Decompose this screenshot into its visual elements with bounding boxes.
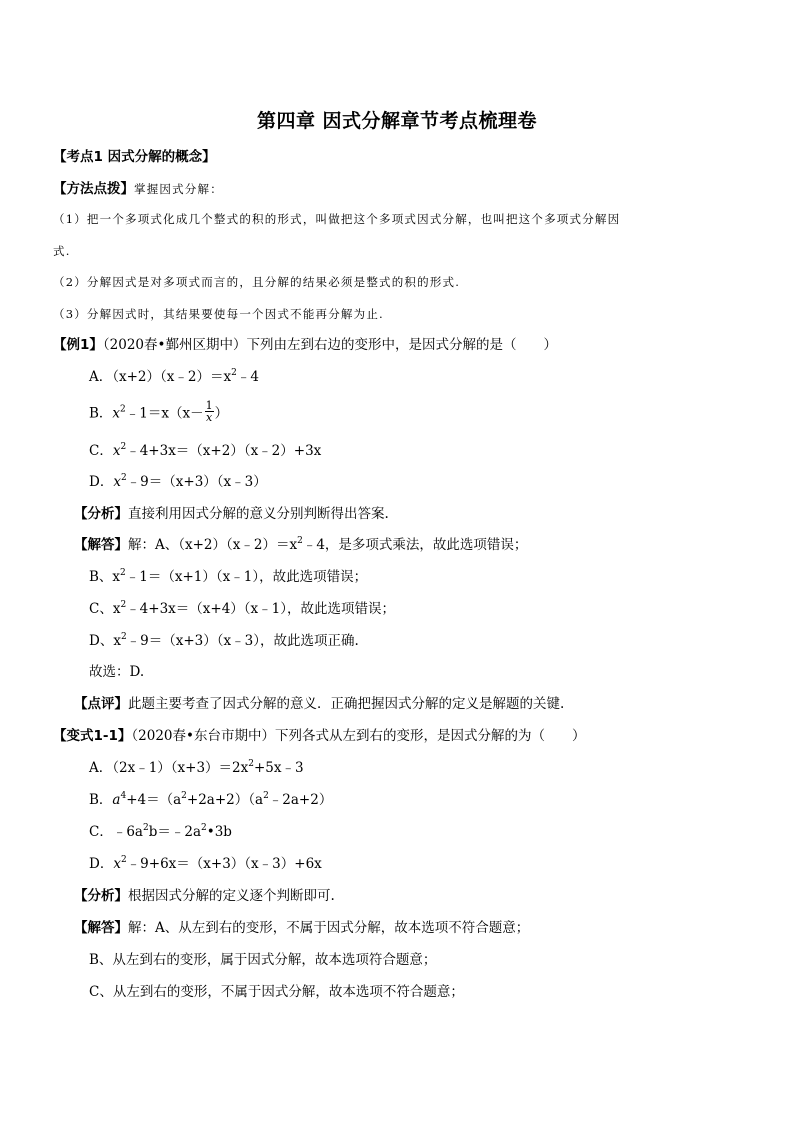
variant-1-1-answer-a: 【解答】解：A、从左到右的变形，不属于因式分解，故本选项不符合题意； [74, 920, 530, 936]
variant-1-1-stem: 【变式1-1】（2020春•东台市期中）下列各式从左到右的变形，是因式分解的为（ ） [53, 728, 586, 744]
variant-1-1-option-d: D．$x^2﹣9+6x=(x+3)(x﹣3)+6x$ [89, 855, 322, 872]
variant-1-1-option-b: B．$a^4+4=(a^2+2a+2)(a^2﹣2a+2)$ [89, 791, 333, 808]
example-1-question: （2020春•鄞州区期中）下列由左到右边的变形中，是因式分解的是（ ） [102, 337, 557, 353]
variant-1-1-answer-b: B、从左到右的变形，属于因式分解，故本选项符合题意； [89, 952, 437, 968]
example-1-stem [53, 336, 557, 354]
method-point-1-line-2: 式. [53, 244, 71, 258]
example-1-comment: 【点评】此题主要考查了因式分解的意义．正确把握因式分解的定义是解题的关键. [74, 696, 565, 712]
method-point-1-line-1: （1）把一个多项式化成几个整式的积的形式，叫做把这个多项式因式分解，也叫把这个多项式分解因 [53, 212, 621, 226]
example-1-answer-b: B、$x^2﹣1=(x+1)(x﹣1)$，故此选项错误； [89, 568, 368, 585]
example-1-tag: 【例1】 [53, 337, 103, 353]
variant-1-1-answer-c: C、从左到右的变形，不属于因式分解，故本选项不符合题意； [89, 984, 464, 1000]
section-heading: 【考点1 因式分解的概念】 [53, 149, 216, 165]
method-intro: 掌握因式分解： [134, 182, 223, 196]
method-point-2: （2）分解因式是对多项式而言的，且分解的结果必须是整式的积的形式. [53, 275, 461, 289]
method-line [53, 180, 223, 198]
variant-1-1-analysis: 【分析】根据因式分解的定义逐个判断即可. [74, 888, 335, 904]
example-1-answer-d: D、$x^2﹣9=(x+3)(x﹣3)$，故此选项正确. [89, 632, 359, 649]
example-1-option-d: D．$x^2﹣9=(x+3)(x﹣3)$ [89, 473, 267, 490]
variant-1-1-option-a: A．$(2x﹣1)(x+3)=2x^2+5x﹣3$ [89, 759, 304, 776]
example-1-option-b: B．$x^2﹣1=x(x-$ $\frac{1}{x}$ ） [89, 399, 229, 424]
variant-1-1-option-c: C．$﹣6a^2b=﹣2a^2•3b$ [89, 823, 232, 840]
fraction: $\frac{1}{x}$ [205, 399, 213, 424]
example-1-answer-a: 【解答】解：A、$(x+2)(x﹣2)=x^2﹣4$，是多项式乘法，故此选项错误； [74, 536, 528, 553]
example-1-analysis: 【分析】直接利用因式分解的意义分别判断得出答案. [74, 506, 389, 522]
method-point-3: （3）分解因式时，其结果要使每一个因式不能再分解为止. [53, 307, 384, 321]
example-1-answer-c: C、$x^2﹣4+3x=(x+4)(x﹣1)$，故此选项错误； [89, 600, 396, 617]
example-1-choice: 故选：D. [89, 664, 145, 680]
example-1-option-c: C．$x^2﹣4+3x=(x+2)(x﹣2)+3x$ [89, 442, 322, 459]
example-1-option-a: A．$(x+2)(x﹣2)=x^2﹣4$ [89, 368, 259, 385]
method-tag: 【方法点拨】 [53, 181, 134, 197]
page-title: 第四章 因式分解章节考点梳理卷 [256, 110, 538, 132]
